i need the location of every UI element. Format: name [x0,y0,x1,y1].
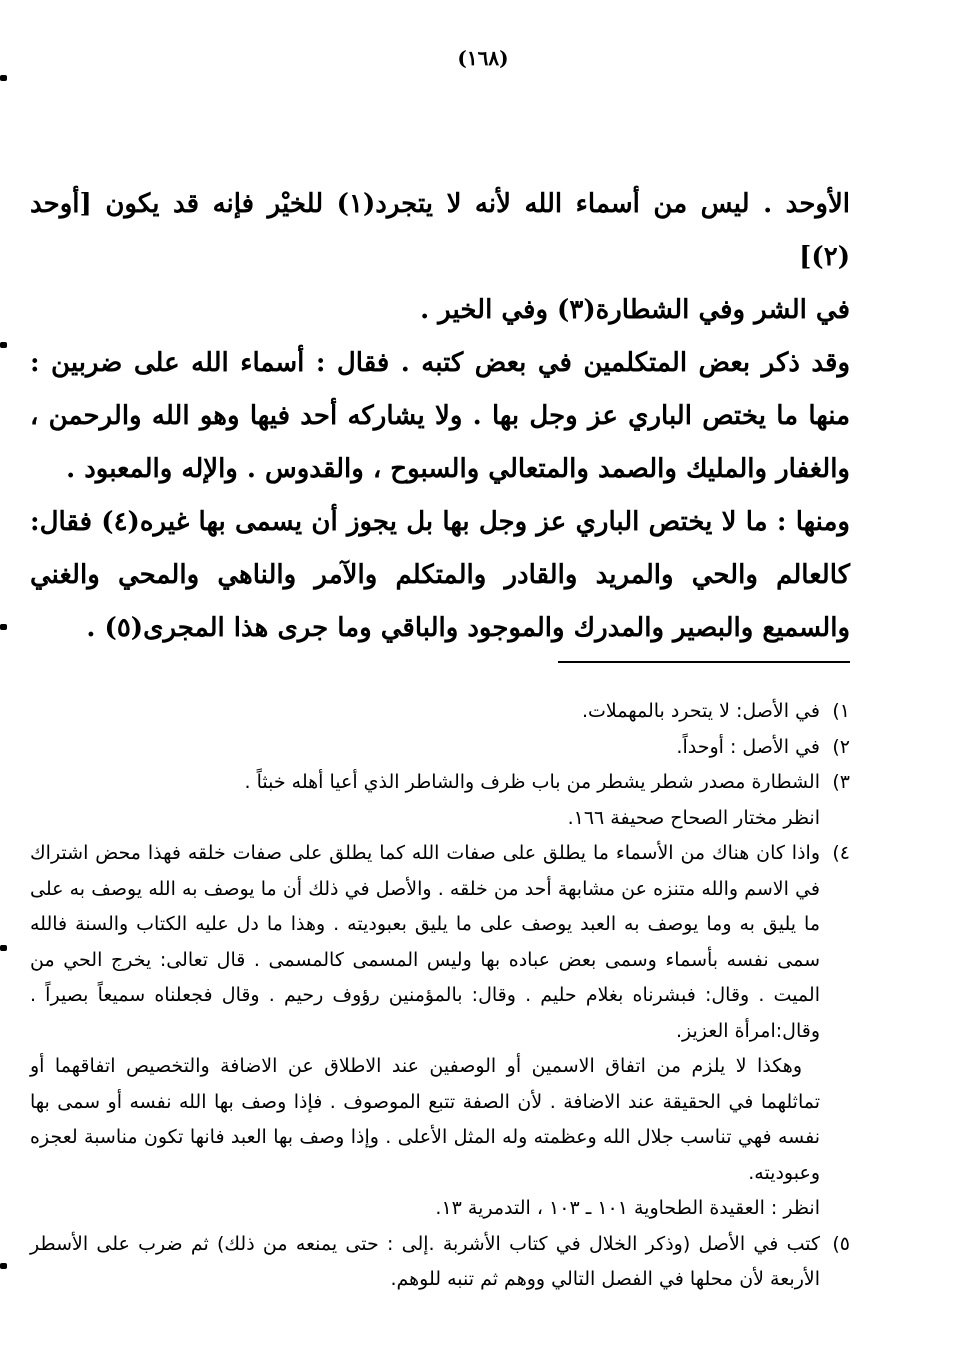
footnote-text: انظر مختار الصحاح صحيفة ١٦٦. [567,806,820,829]
footnote [30,765,850,836]
scan-mark [0,624,7,630]
scan-mark [0,1263,7,1269]
footnote-number: ٣) [832,771,850,793]
scan-mark [0,75,7,81]
body-paragraph: في الشر وفي الشطارة(٣) وفي الخير . [420,295,850,325]
footnote-number: ٤) [832,842,850,864]
footnote [30,1227,850,1298]
scan-mark [0,945,7,951]
footnote-number: ٢) [832,735,850,758]
footnote [30,836,850,1227]
body-paragraph: وقد ذكر بعض المتكلمين في بعض كتبه . فقال : أسماء الله على ضربين : منها ما يختص الباري عز وجل بها . ولا يشاركه أحد فيها وهو الله والرحمن ، والغفار والمليك والصمد والمتعالي والسبوح ، والقدوس . والإله والمعبود . [30,348,850,484]
body-paragraph: ومنها : ما لا يختص الباري عز وجل بها بل يجوز أن يسمى بها غيره(٤) فقال: كالعالم والحي والمريد والقادر والمتكلم والآمر والناهي والمحي والغني والسميع والبصير والمدرك والموجود والباقي وما جرى هذا المجرى(٥) . [30,507,850,643]
footnote-text: في الأصل: لا يتحرد بالمهملات. [581,700,820,722]
footnote [30,730,850,766]
footnote-number: ١) [832,700,850,722]
footnote-number: ٥) [832,1232,850,1255]
page-number: (١٦٨) [457,46,509,70]
footnote-text: كتب في الأصل (وذكر الخلال في كتاب الأشربة .إلى : حتى يمنعه من ذلك) ثم ضرب على الأسطر الأربعة لأن محلها في الفصل التالي ووهم ثم تنبه للوهم. [30,1232,820,1290]
footnote [30,694,850,730]
footnote-text: وهكذا لا يلزم من اتفاق الاسمين أو الوصفين عند الاطلاق عن الاضافة والتخصيص اتفاقهما أو تماثلهما في الحقيقة عند الاضافة . لأن الصفة تتبع الموصوف . فإذا وصف بها الله نفسه أو سمى بها نفسه فهي تناسب جلال الله وعظمته وله المثل الأعلى . وإذا وصف بها العبد فانها تكون مناسبة لعجزه وعبوديته. [30,1055,820,1184]
footnote-text: انظر : العقيدة الطحاوية ١٠١ ـ ١٠٣ ، التدمرية ١٣. [435,1197,820,1219]
footnote-text: واذا كان هناك من الأسماء ما يطلق على صفات الله كما يطلق على صفات خلقه فهذا محض اشتراك في الاسم والله متنزه عن مشابهة أحد من خلقه . والأصل في ذلك أن ما يوصف به الله يوصف به على ما يليق به وما يوصف به العبد يوصف على ما يليق بعبوديته . وهذا ما دل عليه الكتاب والسنة فالله سمى نفسه بأسماء وسمى بعض عباده بها وليس المسمى كالمسمى . قال تعالى: يخرج الحي من الميت . وقال: فبشرناه بغلام حليم . وقال: بالمؤمنين رؤوف رحيم . وقال فجعلناه سميعاً بصيراً . وقال:امرأة العزيز. [30,842,820,1042]
footnote-text: الشطارة مصدر شطر يشطر من باب ظرف والشاطر الذي أعيا أهله خبثاً . [244,771,820,793]
footnotes [30,694,850,1298]
main-text [30,178,850,655]
body-paragraph: الأوحد . ليس من أسماء الله لأنه لا يتجرد(١) للخيْر فإنه قد يكون [أوحد (٢)] [30,189,850,272]
footnote-divider [558,661,850,663]
footnote-text: في الأصل : أوحداً. [676,735,820,758]
scan-mark [0,342,7,348]
